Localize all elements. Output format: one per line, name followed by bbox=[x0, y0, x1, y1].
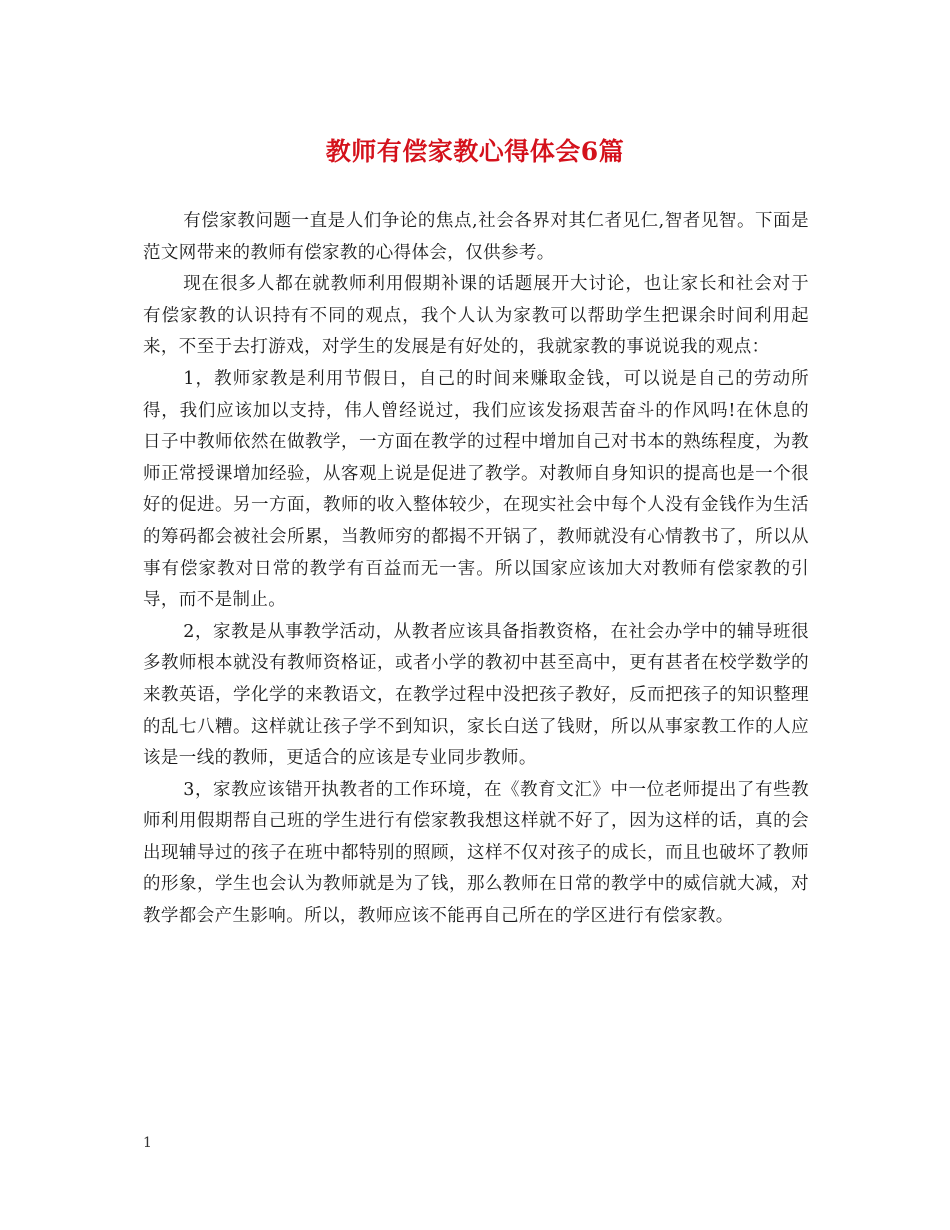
paragraph-intro: 有偿家教问题一直是人们争论的焦点,社会各界对其仁者见仁,智者见智。下面是范文网带来的教师有偿家教的心得体会，仅供参考。 bbox=[143, 211, 809, 263]
paragraph-opinion: 现在很多人都在就教师利用假期补课的话题展开大讨论，也让家长和社会对于有偿家教的认识持有不同的观点，我个人认为家教可以帮助学生把课余时间利用起来，不至于去打游戏，对学生的发展是有好处的，我就家教的事说说我的观点： bbox=[143, 274, 809, 358]
page-number: 1 bbox=[143, 1135, 152, 1151]
document-body bbox=[143, 206, 809, 933]
paragraph-point-1: 1，教师家教是利用节假日，自己的时间来赚取金钱，可以说是自己的劳动所得，我们应该加以支持，伟人曾经说过，我们应该发扬艰苦奋斗的作风吗!在休息的日子中教师依然在做教学，一方面在教学的过程中增加自己对书本的熟练程度，为教师正常授课增加经验，从客观上说是促进了教学。对教师自身知识的提高也是一个很好的促进。另一方面，教师的收入整体较少，在现实社会中每个人没有金钱作为生活的筹码都会被社会所累，当教师穷的都揭不开锅了，教师就没有心情教书了，所以从事有偿家教对日常的教学有百益而无一害。所以国家应该加大对教师有偿家教的引导，而不是制止。 bbox=[143, 368, 809, 611]
document-title: 教师有偿家教心得体会6篇 bbox=[325, 137, 625, 166]
paragraph-point-2: 2，家教是从事教学活动，从教者应该具备指教资格，在社会办学中的辅导班很多教师根本就没有教师资格证，或者小学的教初中甚至高中，更有甚者在校学数学的来教英语，学化学的来教语文，在教学过程中没把孩子教好，反而把孩子的知识整理的乱七八糟。这样就让孩子学不到知识，家长白送了钱财，所以从事家教工作的人应该是一线的教师，更适合的应该是专业同步教师。 bbox=[143, 621, 809, 769]
paragraph-point-3: 3，家教应该错开执教者的工作环境，在《教育文汇》中一位老师提出了有些教师利用假期帮自己班的学生进行有偿家教我想这样就不好了，因为这样的话，真的会出现辅导过的孩子在班中都特别的照顾，这样不仅对孩子的成长，而且也破坏了教师的形象，学生也会认为教师就是为了钱，那么教师在日常的教学中的威信就大减，对教学都会产生影响。所以，教师应该不能再自己所在的学区进行有偿家教。 bbox=[143, 779, 809, 927]
